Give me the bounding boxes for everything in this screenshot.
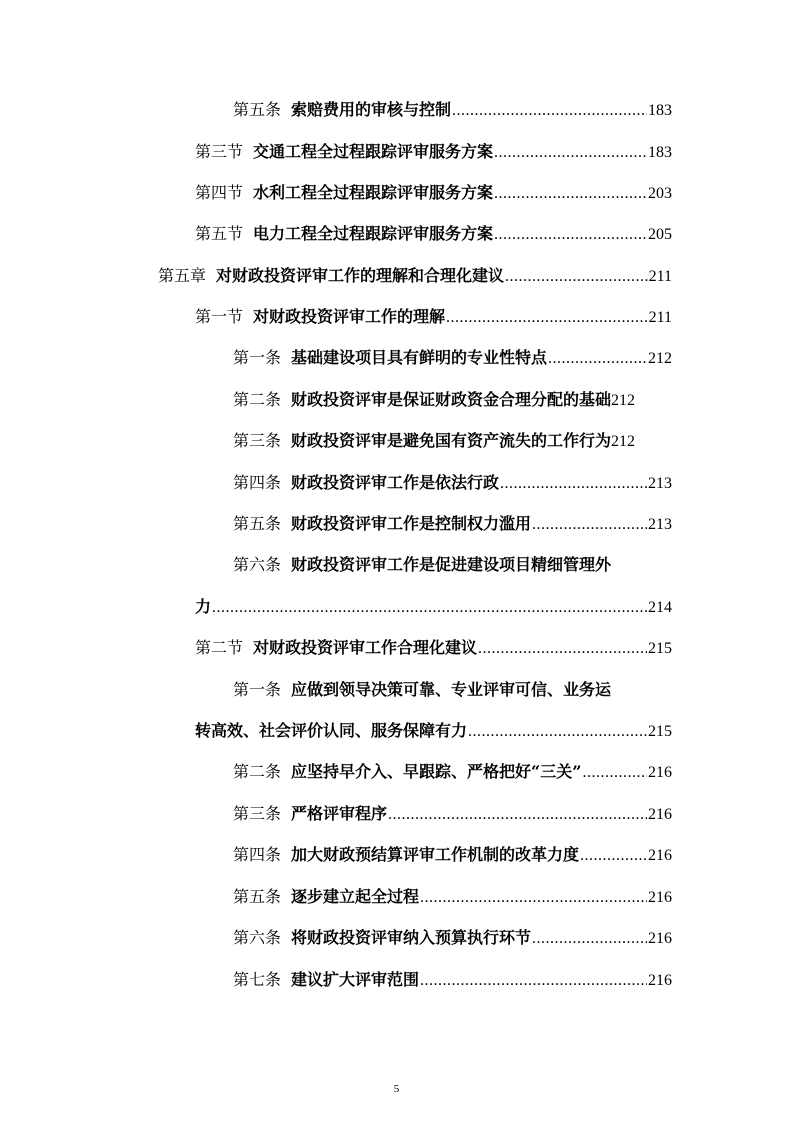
toc-entry-title: 应做到领导决策可靠、专业评审可信、业务运 [291,680,612,699]
toc-entry-number: 第二节 [195,640,244,657]
dot-leader [582,763,647,783]
dot-leader [532,515,647,535]
toc-entry-title: 逐步建立起全过程 [291,887,420,906]
toc-entry-number: 第一节 [195,309,244,326]
toc-entry-number: 第五章 [158,268,207,285]
dot-leader [505,267,648,287]
toc-entry[interactable] [233,887,672,907]
toc-entry[interactable] [195,224,672,244]
toc-entry-number: 第一条 [233,682,282,699]
toc-entry-number: 第四条 [233,475,282,492]
toc-entry-number: 第二条 [233,392,282,409]
toc-entry-title: 建议扩大评审范围 [291,970,420,989]
toc-entry-number: 第三条 [233,433,282,450]
dot-leader [580,846,647,866]
toc-entry[interactable] [195,638,672,658]
toc-entry[interactable] [233,845,672,865]
toc-entry[interactable] [158,266,672,286]
toc-entry-title: 财政投资评审是保证财政资金合理分配的基础 [291,390,612,409]
toc-entry-number: 第五节 [195,226,244,243]
toc-entry-page: 215 [648,640,672,657]
toc-entry-title: 索赔费用的审核与控制 [291,100,452,119]
toc-entry-number: 第二条 [233,764,282,781]
toc-entry-title: 电力工程全过程跟踪评审服务方案 [253,224,494,243]
toc-entry[interactable] [195,183,672,203]
toc-entry[interactable] [233,762,672,782]
toc-entry[interactable] [233,928,672,948]
toc-entry-number: 第一条 [233,350,282,367]
dot-leader [468,722,647,742]
toc-entry-number: 第六条 [233,930,282,947]
dot-leader [494,184,647,204]
toc-entry[interactable] [195,307,672,327]
toc-entry-title: 严格评审程序 [291,804,388,823]
toc-entry-title: 将财政投资评审纳入预算执行环节 [291,928,532,947]
toc-entry-title: 基础建设项目具有鲜明的专业性特点 [291,348,548,367]
toc-entry-page: 216 [648,930,672,947]
toc-entry-title: 财政投资评审工作是控制权力滥用 [291,514,532,533]
toc-entry-title: 加大财政预结算评审工作机制的改革力度 [291,845,580,864]
toc-entry-page: 213 [648,516,672,533]
toc-entry[interactable] [233,804,672,824]
dot-leader [494,225,647,245]
toc-entry-title: 财政投资评审工作是依法行政 [291,473,500,492]
toc-entry-continuation[interactable] [195,597,672,617]
toc-entry[interactable] [233,970,672,990]
toc-entry-page: 211 [648,309,672,326]
toc-entry-number: 第三条 [233,806,282,823]
toc-entry-page: 212 [648,350,672,367]
dot-leader [446,308,648,328]
toc-entry-number: 第五条 [233,516,282,533]
toc-entry[interactable] [233,431,698,451]
toc-entry-page: 183 [648,102,672,119]
toc-entry[interactable] [233,100,672,120]
toc-entry-number: 第三节 [195,144,244,161]
dot-leader [532,929,647,949]
toc-entry-number: 第五条 [233,102,282,119]
toc-entry[interactable] [233,514,672,534]
toc-entry-page: 216 [648,889,672,906]
toc-entry[interactable] [195,142,672,162]
toc-entry-title-continued: 力 [195,597,212,616]
toc-entry[interactable] [233,555,672,575]
toc-entry-page: 216 [648,806,672,823]
dot-leader [494,143,647,163]
toc-entry[interactable] [233,680,672,700]
toc-entry-title: 财政投资评审工作是促进建设项目精细管理外 [291,555,612,574]
toc-entry-number: 第七条 [233,972,282,989]
toc-entry[interactable] [233,390,698,410]
toc-entry-title: 对财政投资评审工作合理化建议 [253,638,478,657]
dot-leader [420,971,647,991]
toc-entry-page: 216 [648,764,672,781]
footer-page-number: 5 [393,1083,400,1095]
toc-entry-title: 水利工程全过程跟踪评审服务方案 [253,183,494,202]
toc-entry-number: 第五条 [233,889,282,906]
dot-leader [212,598,647,618]
toc-entry-page: 203 [648,185,672,202]
toc-entry[interactable] [233,473,672,493]
toc-entry-title: 交通工程全过程跟踪评审服务方案 [253,142,494,161]
toc-entry-page: 205 [648,226,672,243]
toc-entry-page: 212 [611,392,636,409]
toc-entry-page: 212 [611,433,636,450]
dot-leader [388,805,647,825]
toc-entry-number: 第四节 [195,185,244,202]
toc-entry-title: 对财政投资评审工作的理解和合理化建议 [216,266,505,285]
dot-leader [500,474,647,494]
toc-entry[interactable] [233,348,672,368]
toc-entry-title: 应坚持早介入、早跟踪、严格把好“三关” [291,762,582,781]
toc-entry-number: 第六条 [233,557,282,574]
toc-entry-title: 财政投资评审是避免国有资产流失的工作行为 [291,431,612,450]
toc-entry-page: 214 [648,599,672,616]
toc-entry-page: 216 [648,847,672,864]
toc-entry-page: 215 [648,723,672,740]
toc-entry-page: 216 [648,972,672,989]
toc-entry-page: 211 [648,268,672,285]
toc-entry-number: 第四条 [233,847,282,864]
dot-leader [548,349,647,369]
toc-entry-title: 对财政投资评审工作的理解 [253,307,446,326]
dot-leader [452,101,647,121]
dot-leader [478,639,647,659]
toc-entry-page: 183 [648,144,672,161]
dot-leader [420,888,647,908]
toc-entry-continuation[interactable] [195,721,672,741]
toc-entry-title-continued: 转高效、社会评价认同、服务保障有力 [195,721,468,740]
toc-entry-page: 213 [648,475,672,492]
